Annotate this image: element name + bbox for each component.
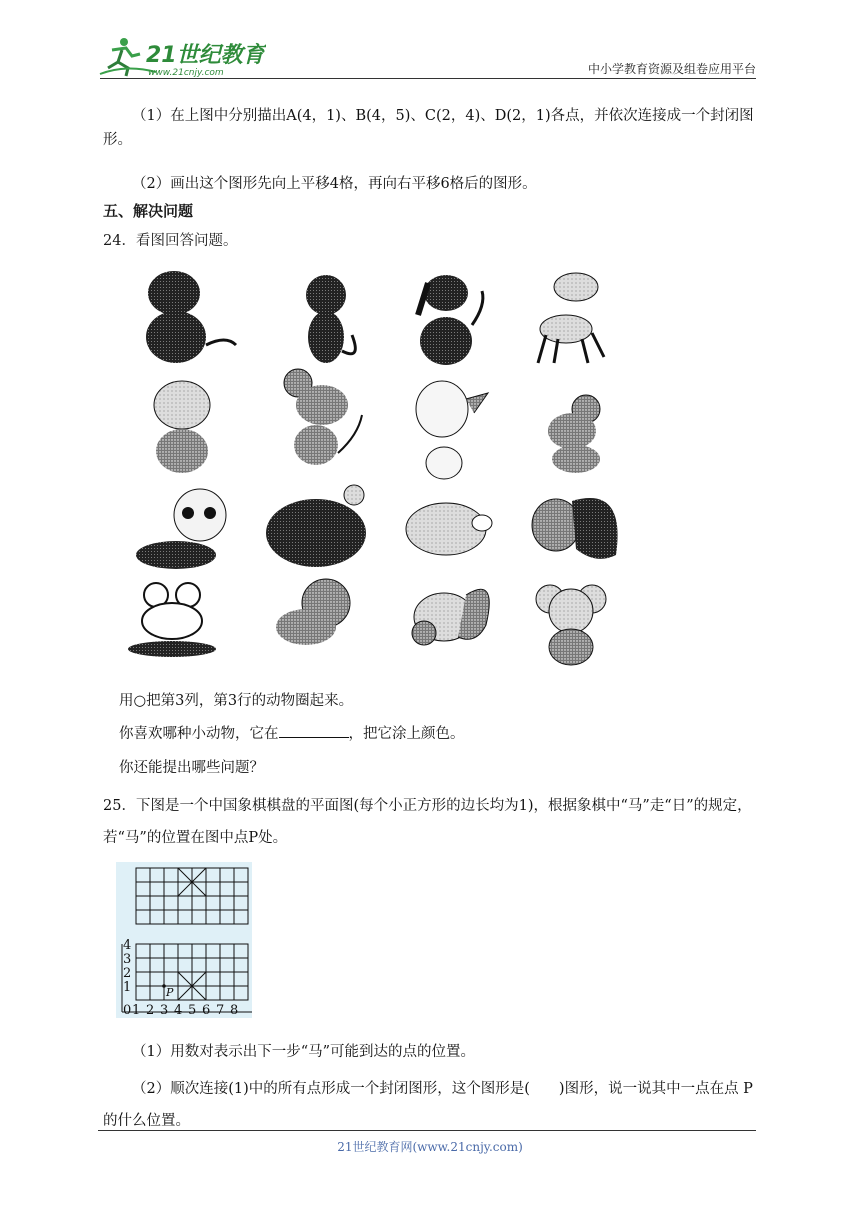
q24-line3: 你还能提出哪些问题？ xyxy=(119,760,264,776)
turtle-icon xyxy=(266,485,366,567)
q23-part2: （2）画出这个图形先向上平移4格，再向右平移6格后的图形。 xyxy=(132,176,537,192)
bear-icon xyxy=(146,271,236,363)
q25-part2: （2）顺次连接(1)中的所有点形成一个封闭图形，这个图形是( )图形，说一说其中一点在点 P 的什么位置。 xyxy=(103,1081,753,1129)
x-label: 3 xyxy=(160,1003,169,1018)
puppy-icon xyxy=(154,381,210,473)
q23-part1: （1）在上图中分别描出A(4，1)、B(4，5)、C(2，4)、D(2，1)各点，并依次连接成一个封闭图形。 xyxy=(103,108,754,148)
site-logo xyxy=(96,34,266,78)
q24-line2 xyxy=(119,722,465,746)
y-label: 1 xyxy=(123,980,132,995)
answer-blank[interactable] xyxy=(279,723,349,738)
mouse-small-icon xyxy=(548,395,600,473)
footer-text: 21世纪教育网(www.21cnjy.com) xyxy=(337,1140,523,1154)
point-p-label: P xyxy=(166,986,174,999)
frog-icon xyxy=(128,583,216,657)
y-label: 4 xyxy=(123,938,132,953)
x-label: 5 xyxy=(188,1003,197,1018)
board-y-labels xyxy=(123,938,131,1018)
x-label: 7 xyxy=(216,1003,225,1018)
mouse-icon xyxy=(284,369,362,465)
q24-line2-before: 你喜欢哪种小动物，它在 xyxy=(119,726,279,742)
q24-line1: 用○把第3列，第3行的动物圈起来。 xyxy=(119,693,354,709)
x-label: 4 xyxy=(174,1003,183,1018)
x-label: 8 xyxy=(230,1003,239,1018)
y-label: 2 xyxy=(123,966,132,981)
q25-title: 25．下图是一个中国象棋棋盘的平面图(每个小正方形的边长均为1)，根据象棋中“马”走“日”的规定，若“马”的位置在图中点P处。 xyxy=(103,798,752,846)
x-label: 2 xyxy=(146,1003,155,1018)
footer-divider xyxy=(98,1130,756,1131)
x-label: 1 xyxy=(132,1003,141,1018)
y-label: 3 xyxy=(123,952,132,967)
x-label: 6 xyxy=(202,1003,211,1018)
q25-part1: （1）用数对表示出下一步“马”可能到达的点的位置。 xyxy=(132,1044,476,1060)
dog-sitting-icon xyxy=(418,275,483,365)
horse-icon xyxy=(538,273,604,363)
animal-picture-grid xyxy=(126,265,626,677)
panda-icon xyxy=(136,489,226,569)
q24-line2-after: ，把它涂上颜色。 xyxy=(348,726,465,742)
skunk-icon xyxy=(532,498,618,559)
koala-icon xyxy=(536,585,606,665)
monkey-icon xyxy=(306,275,355,363)
section-title: 五、解决问题 xyxy=(103,202,194,220)
q24-title: 24．看图回答问题。 xyxy=(103,233,238,249)
lion-icon xyxy=(276,579,350,645)
rooster-icon xyxy=(412,589,489,645)
header-platform-text: 中小学教育资源及组卷应用平台 xyxy=(587,62,756,76)
header-divider xyxy=(100,78,756,79)
logo-url: www.21cnjy.com xyxy=(148,68,224,78)
y-label: 0 xyxy=(123,1003,132,1018)
logo-text: 21世纪教育 xyxy=(146,43,265,68)
chess-board-diagram xyxy=(116,862,252,1018)
pig-icon xyxy=(406,503,492,555)
duck-icon xyxy=(416,381,488,479)
